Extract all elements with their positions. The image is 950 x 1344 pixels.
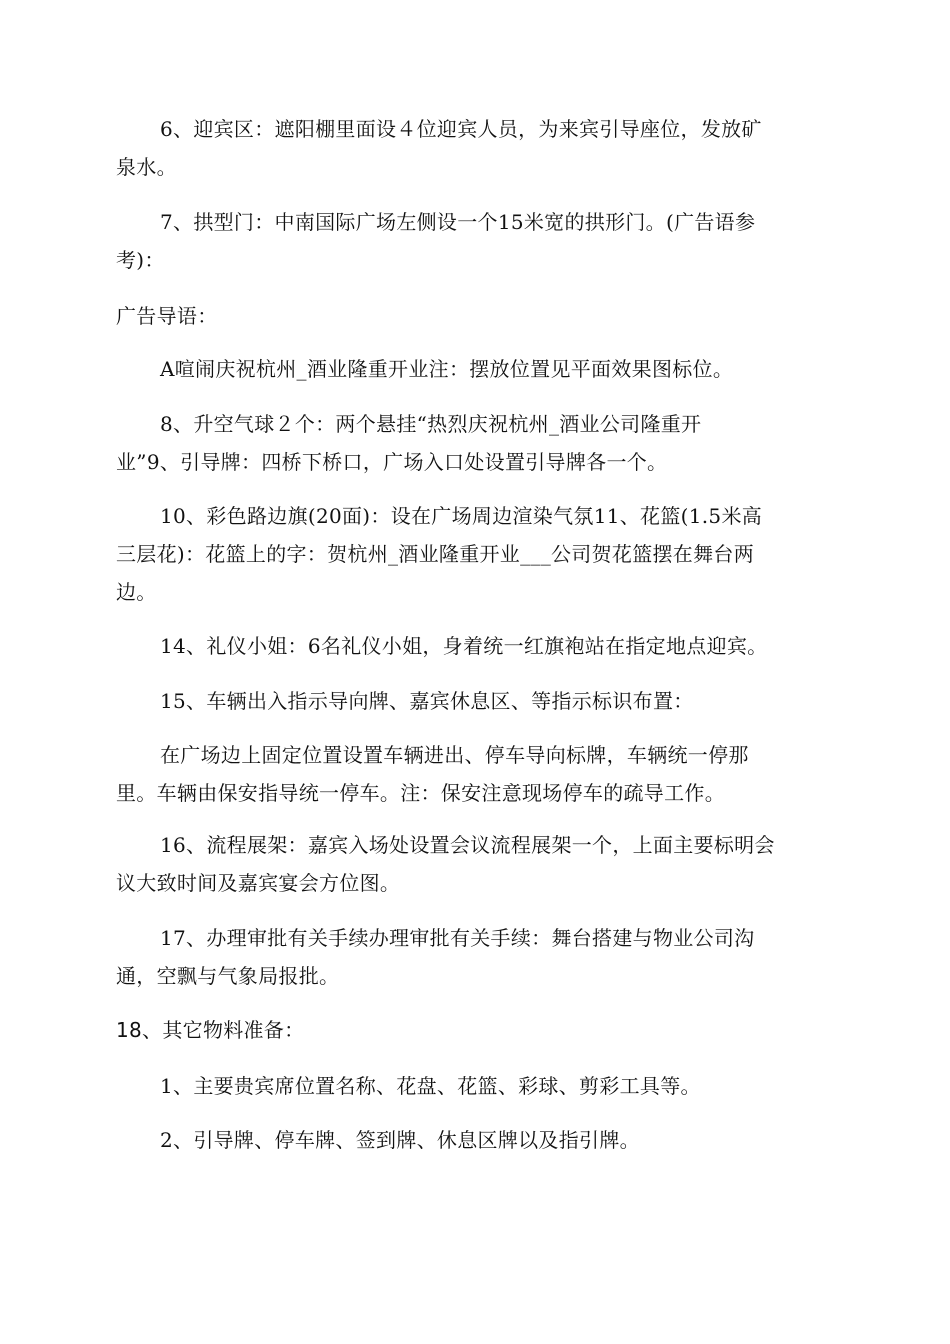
- paragraph-welcome-area: 6、迎宾区：遮阳棚里面设４位迎宾人员，为来宾引导座位，发放矿 泉水。: [116, 117, 762, 179]
- paragraph-materials-1: 1、主要贵宾席位置名称、花盘、花篮、彩球、剪彩工具等。: [160, 1074, 701, 1098]
- paragraph-ad-slogan-heading: 广告导语：: [116, 304, 218, 328]
- section-heading-text: 其它物料准备：: [162, 1018, 305, 1042]
- paragraph-etiquette-ladies: 14、礼仪小姐：6名礼仪小姐，身着统一红旗袍站在指定地点迎宾。: [160, 634, 768, 658]
- paragraph-approvals: 17、办理审批有关手续办理审批有关手续：舞台搭建与物业公司沟 通，空飘与气象局报批。: [116, 926, 755, 988]
- paragraph-parking-guidance: 在广场边上固定位置设置车辆进出、停车导向标牌，车辆统一停那 里。车辆由保安指导统一停车。注：保安注意现场停车的疏导工作。: [116, 743, 749, 805]
- paragraph-materials-2: 2、引导牌、停车牌、签到牌、休息区牌以及指引牌。: [160, 1128, 640, 1152]
- paragraph-process-display: 16、流程展架：嘉宾入场处设置会议流程展架一个，上面主要标明会 议大致时间及嘉宾宴会方位图。: [116, 833, 775, 895]
- paragraph-vehicle-signs: 15、车辆出入指示导向牌、嘉宾休息区、等指示标识布置：: [160, 689, 694, 713]
- paragraph-slogan-a: A喧闹庆祝杭州_酒业隆重开业注：摆放位置见平面效果图标位。: [160, 357, 734, 381]
- paragraph-other-materials: [116, 1011, 836, 1049]
- section-number: 18、: [116, 1018, 163, 1042]
- paragraph-arch-gate: 7、拱型门：中南国际广场左侧设一个15米宽的拱形门。(广告语参 考)：: [116, 210, 756, 272]
- paragraph-flags-baskets: 10、彩色路边旗(20面)：设在广场周边渲染气氛11、花篮(1.5米高 三层花)：花篮上的字：贺杭州_酒业隆重开业___公司贺花篮摆在舞台两 边。: [116, 504, 763, 604]
- paragraph-balloons-signs: 8、升空气球２个：两个悬挂“热烈庆祝杭州_酒业公司隆重开 业”9、引导牌：四桥下桥口，广场入口处设置引导牌各一个。: [116, 412, 702, 474]
